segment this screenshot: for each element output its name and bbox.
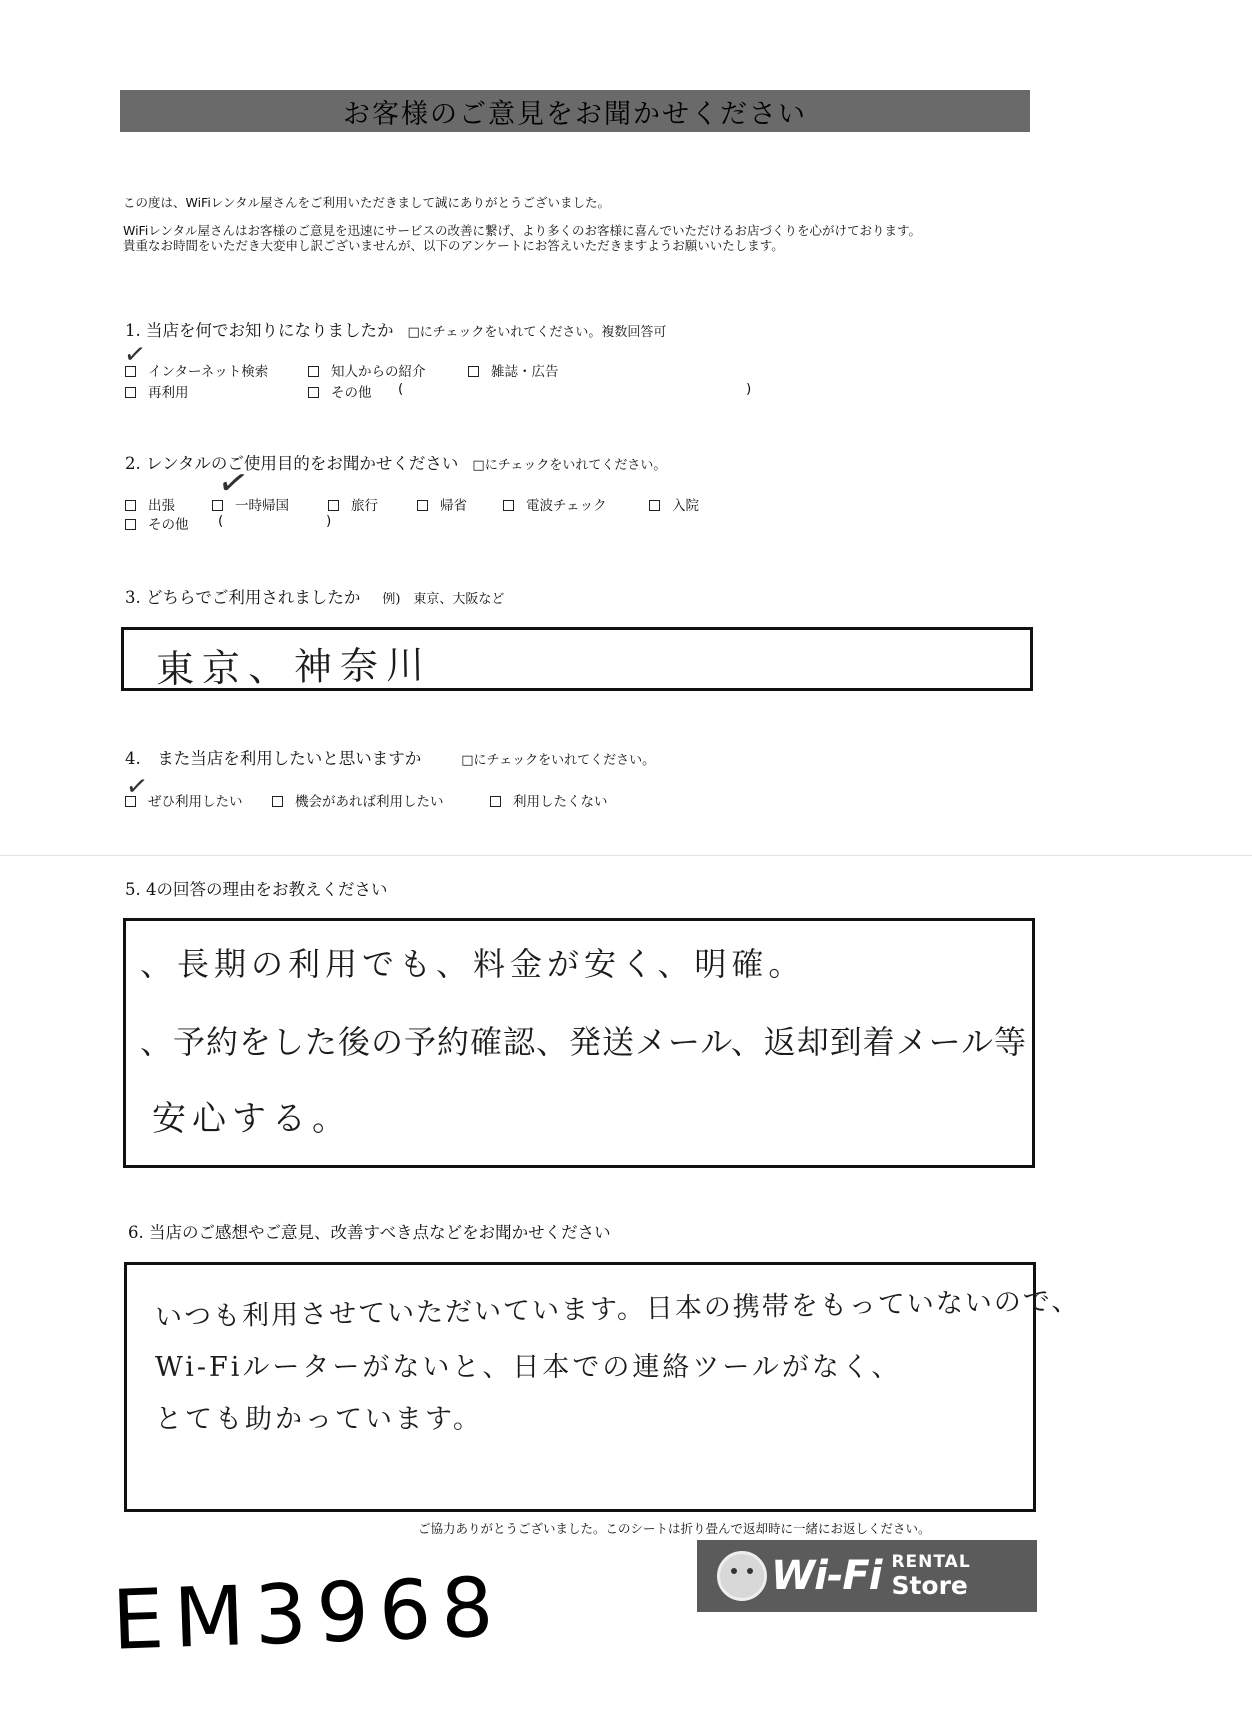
checkbox-referral[interactable] <box>308 366 319 377</box>
q4-option-label: 機会があれば利用したい <box>295 794 444 810</box>
q3-answer-box[interactable] <box>121 627 1033 691</box>
q5-answer-line-1: 、長期の利用でも、料金が安く、明確。 <box>140 945 806 983</box>
q2-other-open: ( <box>218 513 224 529</box>
logo-subtext <box>891 1554 970 1598</box>
checkbox-travel[interactable] <box>328 500 339 511</box>
checkbox-signal-check[interactable] <box>503 500 514 511</box>
q4-option-label: ぜひ利用したい <box>148 794 243 810</box>
q1-option-label: 雑誌・広告 <box>491 364 559 380</box>
q6-heading: 6. 当店のご感想やご意見、改善すべき点などをお聞かせください <box>128 1223 611 1242</box>
q1-heading-text: 1. 当店を何でお知りになりましたか <box>125 321 394 340</box>
q1-option-label: 再利用 <box>148 385 189 401</box>
q1-option-referral[interactable] <box>308 360 426 380</box>
checkbox-business[interactable] <box>125 500 136 511</box>
q1-other-open: ( <box>398 381 404 397</box>
checkbox-no[interactable] <box>490 796 501 807</box>
q2-option-other[interactable] <box>125 513 189 533</box>
q3-heading <box>125 584 504 608</box>
logo-brand: Wi-Fi <box>771 1553 882 1599</box>
page-title: お客様のご意見をお聞かせください <box>120 90 1030 132</box>
q2-option-label: 旅行 <box>351 498 378 514</box>
logo-line-store: Store <box>891 1571 968 1600</box>
intro-line-3: 貴重なお時間をいただき大変申し訳ございませんが、以下のアンケートにお答えいただきますようお願いいたします。 <box>123 238 784 253</box>
q1-other-close: ) <box>746 381 752 397</box>
q2-note: □にチェックをいれてください。 <box>472 458 667 473</box>
q2-option-label: 電波チェック <box>526 498 607 514</box>
q1-heading <box>125 317 666 341</box>
q2-option-signal-check[interactable] <box>503 494 607 514</box>
intro-line-1: この度は、WiFiレンタル屋さんをご利用いただきまして誠にありがとうございました。 <box>123 195 611 210</box>
q1-option-label: インターネット検索 <box>148 364 269 380</box>
q5-answer-box[interactable] <box>123 918 1035 1168</box>
checkmark-icon: ✓ <box>124 770 150 804</box>
q2-option-label: 入院 <box>672 498 699 514</box>
q4-heading <box>125 745 655 769</box>
checkbox-reuse[interactable] <box>125 387 136 398</box>
checkmark-icon: ✓ <box>122 338 148 372</box>
checkbox-other[interactable] <box>125 519 136 530</box>
q4-option-no[interactable] <box>490 790 608 810</box>
checkbox-if-chance[interactable] <box>272 796 283 807</box>
q6-answer-line-2: Wi-Fiルーターがないと、日本での連絡ツールがなく、 <box>155 1352 902 1383</box>
q5-heading: 5. 4の回答の理由をお教えください <box>125 880 388 899</box>
q2-heading-text: 2. レンタルのご使用目的をお聞かせください <box>125 454 459 473</box>
q1-option-other[interactable] <box>308 381 372 401</box>
q4-note: □にチェックをいれてください。 <box>461 753 656 768</box>
q5-answer-line-3: 安心する。 <box>152 1099 352 1139</box>
wifi-rental-store-logo <box>697 1540 1037 1612</box>
q6-answer-line-1: いつも利用させていただいています。日本の携帯をもっていないので、 <box>154 1285 1081 1334</box>
q4-option-if-chance[interactable] <box>272 790 444 810</box>
checkmark-icon: ✓ <box>214 460 253 507</box>
q5-answer-line-2: 、予約をした後の予約確認、発送メール、返却到着メール等 <box>140 1023 1028 1061</box>
q1-note: □にチェックをいれてください。複数回答可 <box>407 325 667 340</box>
intro-line-2: WiFiレンタル屋さんはお客様のご意見を迅速にサービスの改善に繋げ、より多くのお客様に喜んでいただけるお店づくりを心がけております。 <box>123 223 922 238</box>
q1-option-magazine[interactable] <box>468 360 559 380</box>
handwritten-code: EM3968 <box>110 1560 505 1669</box>
q2-option-label: 一時帰国 <box>235 498 289 514</box>
q4-heading-text: 4. また当店を利用したいと思いますか <box>125 749 422 768</box>
q2-option-business[interactable] <box>125 494 175 514</box>
checkbox-hospital[interactable] <box>649 500 660 511</box>
q2-option-travel[interactable] <box>328 494 378 514</box>
q6-answer-line-3: とても助かっています。 <box>155 1404 483 1435</box>
q3-answer: 東京、神奈川 <box>155 642 433 692</box>
q1-option-reuse[interactable] <box>125 381 189 401</box>
q2-option-label: 出張 <box>148 498 175 514</box>
q4-option-label: 利用したくない <box>513 794 608 810</box>
q2-option-hospital[interactable] <box>649 494 699 514</box>
mascot-icon <box>717 1551 767 1601</box>
q3-example: 例) 東京、大阪など <box>382 592 505 607</box>
scan-fold-line <box>0 855 1252 856</box>
q3-heading-text: 3. どちらでご利用されましたか <box>125 588 361 607</box>
q2-option-label: その他 <box>148 517 189 533</box>
checkbox-magazine[interactable] <box>468 366 479 377</box>
checkbox-visit-home[interactable] <box>417 500 428 511</box>
q2-option-label: 帰省 <box>440 498 467 514</box>
logo-line-rental: RENTAL <box>891 1552 971 1572</box>
checkbox-other[interactable] <box>308 387 319 398</box>
q6-answer-box[interactable] <box>124 1262 1081 1512</box>
q2-option-visit-home[interactable] <box>417 494 467 514</box>
thank-you-note: ご協力ありがとうございました。このシートは折り畳んで返却時に一緒にお返しください。 <box>418 1521 931 1536</box>
q2-heading <box>125 450 666 474</box>
q1-option-label: その他 <box>331 385 372 401</box>
q1-option-label: 知人からの紹介 <box>331 364 426 380</box>
q2-other-close: ) <box>326 513 332 529</box>
q1-option-internet[interactable] <box>125 360 268 380</box>
